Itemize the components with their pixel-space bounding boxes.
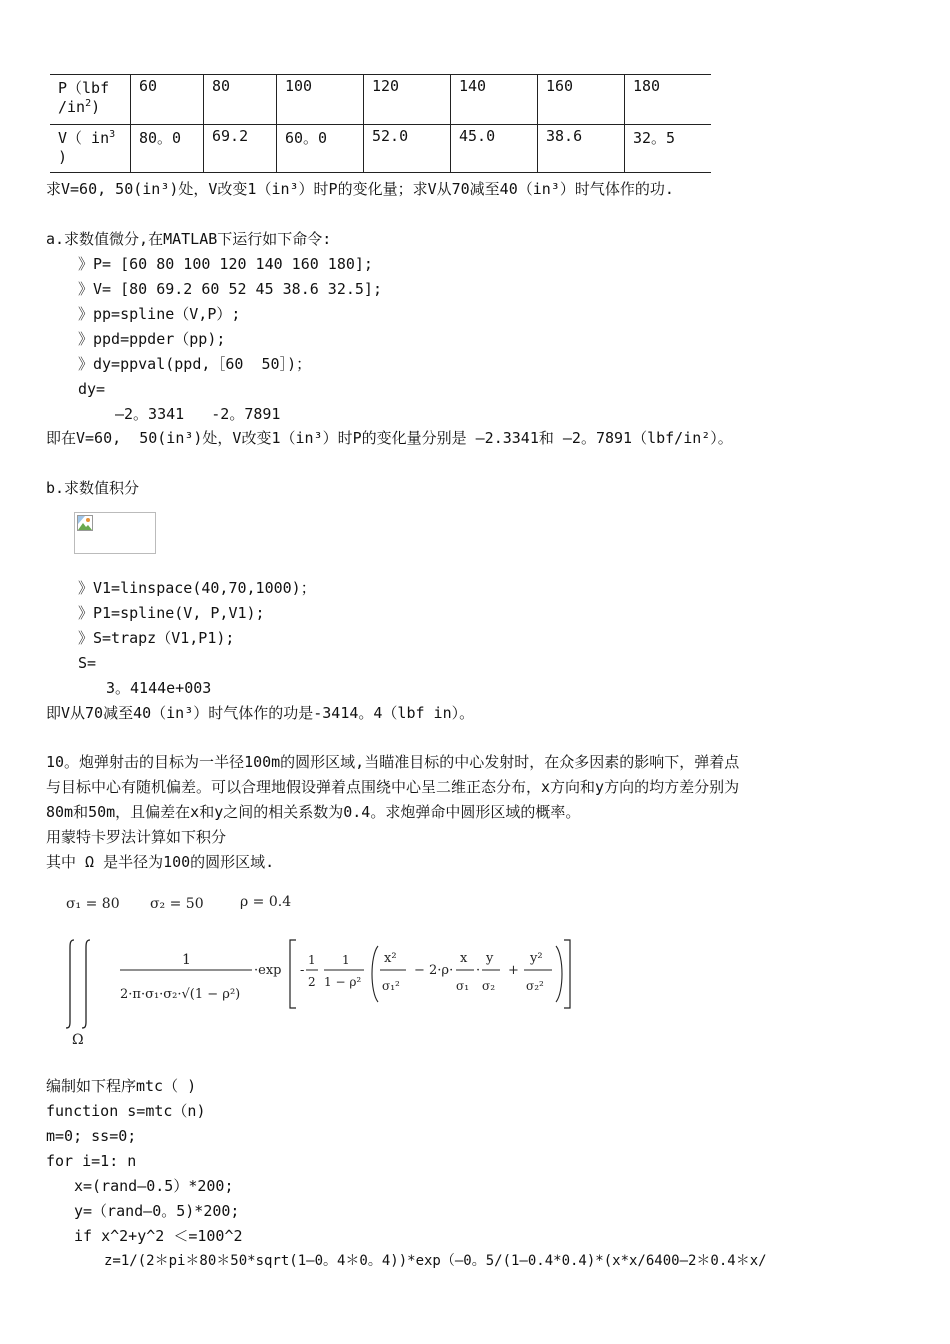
table-cell: 140 xyxy=(451,75,538,125)
one-minus-rho-sq: 1 − ρ² xyxy=(324,975,362,989)
output-value: 3。4144e+003 xyxy=(106,679,212,697)
sigma1-den: σ₁ xyxy=(456,979,470,993)
table-cell: 69.2 xyxy=(204,125,277,173)
code-line: function s=mtc（n) xyxy=(46,1102,206,1120)
output-label: S= xyxy=(78,654,97,672)
code-line: 》ppd=ppder（pp); xyxy=(78,330,226,348)
table-cell: 45.0 xyxy=(451,125,538,173)
code-line: m=0; ss=0; xyxy=(46,1127,137,1145)
problem-10-text: 与目标中心有随机偏差。可以合理地假设弹着点围绕中心呈二维正态分布，x方向和y方向的均方差分别为 xyxy=(46,778,740,796)
integral-formula xyxy=(62,886,602,1050)
sigma1-param: σ₁ = 80 xyxy=(66,896,120,912)
x-squared: x² xyxy=(384,951,397,966)
program-intro: 编制如下程序mtc（ ) xyxy=(46,1077,197,1095)
y-squared: y² xyxy=(530,951,543,966)
table-cell: 32。5 xyxy=(625,125,712,173)
half-den: 2 xyxy=(308,975,316,989)
table-row xyxy=(50,75,711,125)
table-cell-header: V（ $in^3$ ) xyxy=(50,125,131,173)
section-a-title: a.求数值微分,在MATLAB下运行如下命令: xyxy=(46,230,332,248)
table-row xyxy=(50,125,711,173)
integral-sign xyxy=(82,940,90,1028)
section-a-conclusion: 即在V=60, 50(in³)处，V改变1（in³）时P的变化量分别是 —2.3341和 —2。7891（lbf/in²）。 xyxy=(46,429,733,447)
plus-sign: + xyxy=(508,963,519,978)
dot: · xyxy=(476,963,481,978)
code-line: if x^2+y^2 ＜=100^2 xyxy=(74,1227,243,1245)
rho-param: ρ = 0.4 xyxy=(240,894,292,910)
table-cell: 80 xyxy=(204,75,277,125)
cross-term: − 2·ρ· xyxy=(414,963,454,978)
table-cell: 180 xyxy=(625,75,712,125)
problem-10-text: 其中 Ω 是半径为100的圆形区域. xyxy=(46,853,275,871)
minus-sign: - xyxy=(300,963,305,978)
code-line: 》P= [60 80 100 120 140 160 180]; xyxy=(78,255,373,273)
broken-image-placeholder xyxy=(74,512,156,554)
code-line: 》V1=linspace(40,70,1000)； xyxy=(78,579,316,597)
code-line: z=1/(2＊pi＊80＊50*sqrt(1—0。4＊0。4))*exp（—0。5/(1—0.4*0.4)*(x*x/6400—2＊0.4＊x/ xyxy=(104,1253,767,1269)
code-line: 》V= [80 69.2 60 52 45 38.6 32.5]; xyxy=(78,280,382,298)
x-var: x xyxy=(460,951,468,966)
broken-image-icon xyxy=(77,515,93,531)
table-cell: 160 xyxy=(538,75,625,125)
one-num: 1 xyxy=(342,953,350,967)
sigma2-den: σ₂ xyxy=(482,979,496,993)
output-values: —2。3341 -2。7891 xyxy=(115,405,281,423)
integral-sign xyxy=(66,940,74,1028)
code-line: 》dy=ppval(ppd,［60 50］)； xyxy=(78,355,312,373)
code-line: 》S=trapz（V1,P1); xyxy=(78,629,235,647)
table-cell: 60 xyxy=(131,75,204,125)
table-cell: 80。0 xyxy=(131,125,204,173)
half-num: 1 xyxy=(308,953,316,967)
code-line: 》P1=spline(V, P,V1); xyxy=(78,604,265,622)
table-cell: 52.0 xyxy=(364,125,451,173)
paren-right xyxy=(556,946,562,1002)
section-b-title: b.求数值积分 xyxy=(46,479,140,497)
fraction-denominator: 2·π·σ₁·σ₂·√(1 − ρ²) xyxy=(120,987,241,1002)
table-cell-header: P（lbf $/in^2$) xyxy=(50,75,131,125)
output-label: dy= xyxy=(78,380,106,398)
question-text: 求V=60, 50(in³)处，V改变1（in³）时P的变化量；求V从70减至40（in³）时气体作的功. xyxy=(46,180,674,198)
bracket-left xyxy=(290,940,296,1008)
problem-10-text: 用蒙特卡罗法计算如下积分 xyxy=(46,828,227,846)
sigma1-squared: σ₁² xyxy=(382,979,400,993)
y-var: y xyxy=(486,951,494,966)
code-line: for i=1: n xyxy=(46,1152,137,1170)
code-line: x=(rand—0.5）*200; xyxy=(74,1177,234,1195)
exp-function: ·exp xyxy=(254,963,282,978)
code-line: y=（rand—0。5)*200; xyxy=(74,1202,240,1220)
problem-10-text: 80m和50m，且偏差在x和y之间的相关系数为0.4。求炮弹命中圆形区域的概率。 xyxy=(46,803,581,821)
problem-10-text: 10。炮弹射击的目标为一半径100m的圆形区域,当瞄准目标的中心发射时，在众多因素的影响下，弹着点 xyxy=(46,753,740,771)
fraction-numerator: 1 xyxy=(182,952,191,968)
section-b-conclusion: 即V从70减至40（in³）时气体作的功是-3414。4（lbf in）。 xyxy=(46,704,475,722)
sigma2-param: σ₂ = 50 xyxy=(150,896,204,912)
table-cell: 100 xyxy=(277,75,364,125)
code-line: 》pp=spline（V,P）; xyxy=(78,305,241,323)
table-cell: 120 xyxy=(364,75,451,125)
sigma2-squared: σ₂² xyxy=(526,979,544,993)
table-cell: 38.6 xyxy=(538,125,625,173)
domain-omega: Ω xyxy=(72,1032,84,1048)
bracket-right xyxy=(564,940,570,1008)
pv-data-table xyxy=(50,74,711,173)
table-cell: 60。0 xyxy=(277,125,364,173)
paren-left xyxy=(372,946,378,1002)
